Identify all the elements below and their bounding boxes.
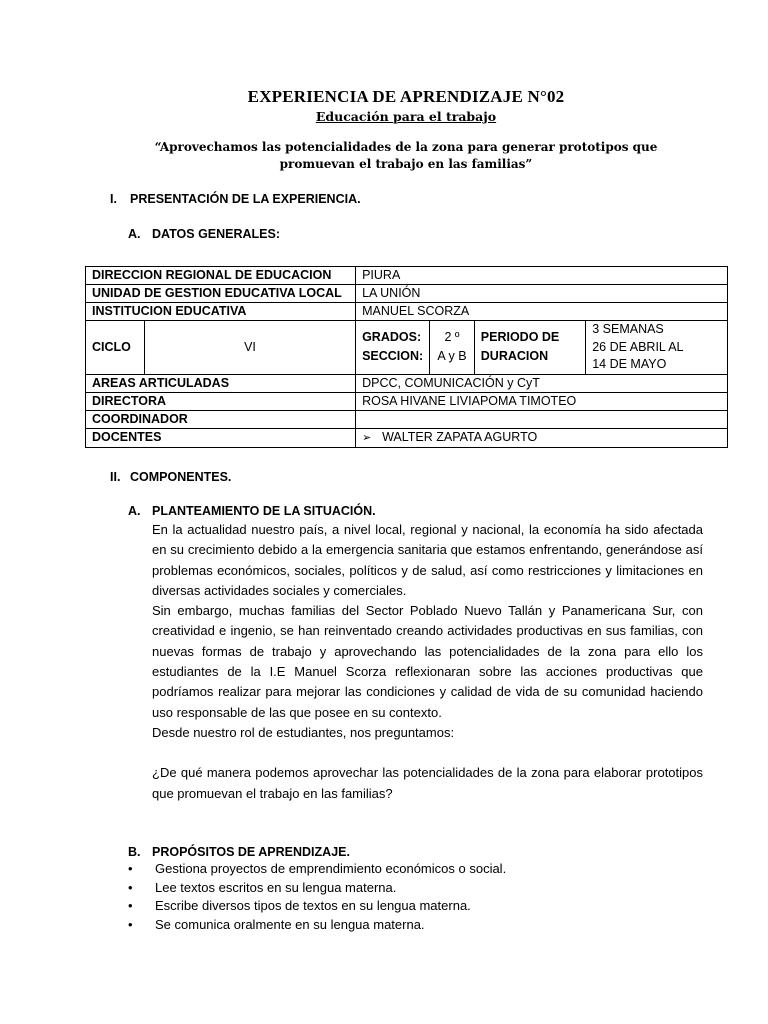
duracion-line-2: 26 DE ABRIL AL xyxy=(592,339,684,354)
duracion-value-cell xyxy=(586,321,728,375)
table-row xyxy=(86,267,728,285)
table-label-cell: DIRECTORA xyxy=(86,392,356,410)
purpose-text: Lee textos escritos en su lengua materna. xyxy=(155,879,397,895)
section-2a-heading xyxy=(128,504,376,518)
duracion-line-1: 3 SEMANAS xyxy=(592,322,664,336)
section-2a-title: PLANTEAMIENTO DE LA SITUACIÓN. xyxy=(152,504,376,518)
situation-paragraph: Sin embargo, muchas familias del Sector Poblado Nuevo Tallán y Panamericana Sur, con creatividad e ingenio, se han reinventado creando actividades productivas en sus familias, con nuevas formas de trabajo y aprovechando las potencialidades de la zona para ello los estudiantes de la I.E Manuel Scorza reflexionaran sobre las acciones productivas que podríamos realizar para mejorar las condiciones y calidad de vida de su comunidad haciendo uso responsable de las que posee en su contexto. xyxy=(152,603,703,720)
section-1a-heading xyxy=(128,227,280,241)
section-2-number: II. xyxy=(110,470,121,484)
section-2a-label: A. xyxy=(128,504,141,518)
grados-seccion-label-cell xyxy=(356,321,430,375)
section-2b-label: B. xyxy=(128,845,141,859)
table-label-cell: AREAS ARTICULADAS xyxy=(86,374,356,392)
seccion-value: A y B xyxy=(437,349,467,364)
section-1-number: I. xyxy=(110,192,117,206)
table-row xyxy=(86,428,728,447)
table-value-cell: DPCC, COMUNICACIÓN y CyT xyxy=(356,374,728,392)
table-label-cell: DOCENTES xyxy=(86,428,356,447)
table-value-cell: ROSA HIVANE LIVIAPOMA TIMOTEO xyxy=(356,392,728,410)
docente-name: WALTER ZAPATA AGURTO xyxy=(382,429,538,444)
grados-value: 2 º xyxy=(444,330,460,345)
ciclo-label-cell: CICLO xyxy=(86,321,145,375)
quote-line-1: “Aprovechamos las potencialidades de la zona para generar prototipos que xyxy=(154,140,658,154)
bullet-icon: • xyxy=(128,916,133,932)
seccion-label: SECCION: xyxy=(362,349,424,364)
table-value-cell: MANUEL SCORZA xyxy=(356,303,728,321)
purpose-text: Gestiona proyectos de emprendimiento económicos o social. xyxy=(155,861,507,876)
purpose-text: Escribe diversos tipos de textos en su lengua materna. xyxy=(155,898,471,914)
table-row xyxy=(86,374,728,392)
table-value-cell: LA UNIÓN xyxy=(356,285,728,303)
table-row xyxy=(86,392,728,410)
section-2-title: COMPONENTES. xyxy=(130,470,232,484)
table-row xyxy=(86,285,728,303)
purpose-text: Se comunica oralmente en su lengua materna. xyxy=(155,916,425,932)
periodo-label-line-2: DURACION xyxy=(480,349,549,364)
arrow-bullet-icon: ➢ xyxy=(362,431,372,444)
table-label-cell: UNIDAD DE GESTION EDUCATIVA LOCAL xyxy=(86,285,356,303)
situation-paragraph: Desde nuestro rol de estudiantes, nos preguntamos: xyxy=(152,724,455,740)
periodo-label-cell xyxy=(474,321,585,375)
bullet-icon: • xyxy=(128,879,133,895)
periodo-label-line-1: PERIODO DE xyxy=(480,330,560,345)
table-row xyxy=(86,410,728,428)
section-1a-label: A. xyxy=(128,227,141,241)
table-value-cell xyxy=(356,410,728,428)
table-label-cell: DIRECCION REGIONAL DE EDUCACION xyxy=(86,267,356,285)
document-title: EXPERIENCIA DE APRENDIZAJE N°02 xyxy=(247,87,565,106)
table-row xyxy=(86,303,728,321)
table-label-cell: INSTITUCION EDUCATIVA xyxy=(86,303,356,321)
table-label-cell: COORDINADOR xyxy=(86,410,356,428)
document-subtitle: Educación para el trabajo xyxy=(315,109,497,124)
ciclo-value-cell: VI xyxy=(144,321,355,375)
quote-line-2: promuevan el trabajo en las familias” xyxy=(279,157,533,171)
document-quote xyxy=(120,139,692,173)
section-1a-title: DATOS GENERALES: xyxy=(152,227,281,241)
table-value-cell: PIURA xyxy=(356,267,728,285)
grados-label: GRADOS: xyxy=(362,330,422,345)
bullet-icon: • xyxy=(128,898,133,914)
table-value-cell xyxy=(356,428,728,447)
general-data-table xyxy=(85,266,728,448)
section-1-title: PRESENTACIÓN DE LA EXPERIENCIA. xyxy=(130,192,361,206)
guiding-question: ¿De qué manera podemos aprovechar las potencialidades de la zona para elaborar prototipos que promuevan el trabajo en las familias? xyxy=(152,765,703,801)
table-row-ciclo xyxy=(86,321,728,375)
duracion-line-3: 14 DE MAYO xyxy=(592,357,667,371)
situation-text xyxy=(152,520,703,804)
grados-seccion-value-cell xyxy=(430,321,475,375)
section-2b-title: PROPÓSITOS DE APRENDIZAJE. xyxy=(152,845,350,859)
bullet-icon: • xyxy=(128,861,133,876)
section-2b-heading xyxy=(128,845,350,859)
situation-paragraph: En la actualidad nuestro país, a nivel local, regional y nacional, la economía ha sido afectada en su crecimiento debido a la emergencia sanitaria que estamos enfrentando, generándose así problemas económicos, sociales, políticos y de salud, así como restricciones y limitaciones en diversas actividades sociales y comerciales. xyxy=(152,522,703,598)
